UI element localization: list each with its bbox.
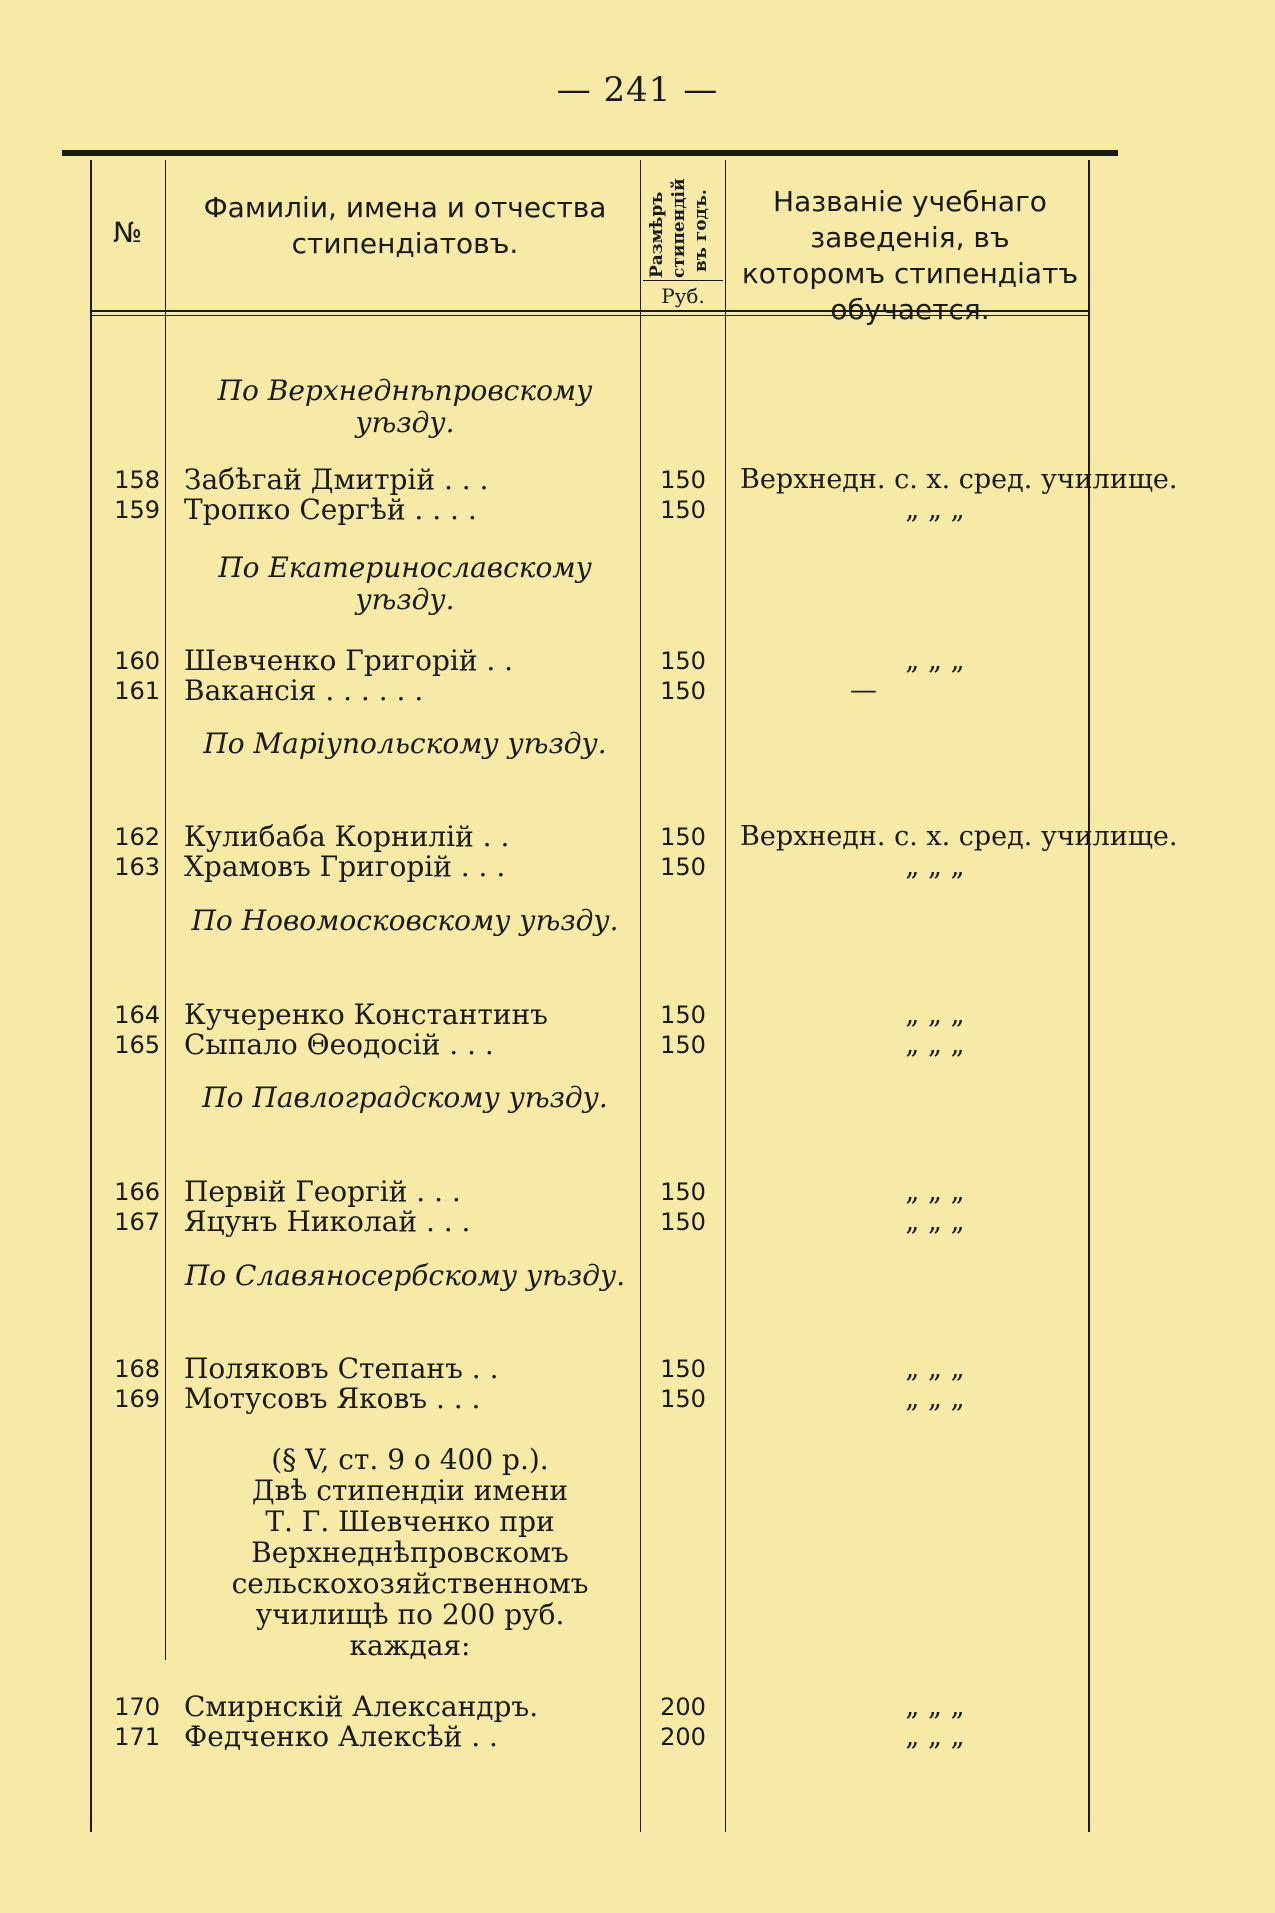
table-row <box>90 676 1090 706</box>
row-name: Первій Георгій . . . <box>184 1177 461 1207</box>
header-amount-unit: Руб. <box>661 284 705 308</box>
row-amount: 150 <box>660 647 706 675</box>
row-amount: 150 <box>660 853 706 881</box>
table-border-left <box>90 160 92 1832</box>
section-title: По Новомосковскому уѣзду. <box>191 904 619 937</box>
row-amount: 150 <box>660 1031 706 1059</box>
section-title: По Славяносербскому уѣзду. <box>184 1259 626 1292</box>
header-amount <box>643 160 723 280</box>
row-institution: „ „ „ <box>905 1721 965 1752</box>
row-number: 171 <box>114 1723 160 1751</box>
row-number: 170 <box>114 1693 160 1721</box>
row-name: Шевченко Григорій . . <box>184 646 514 676</box>
row-institution: „ „ „ <box>905 1206 965 1237</box>
section-title: По Маріупольскому уѣзду. <box>203 727 607 760</box>
row-amount: 150 <box>660 1208 706 1236</box>
table-row <box>90 1692 1090 1722</box>
stipend-table <box>90 160 1178 1832</box>
row-name: Яцунъ Николай . . . <box>184 1207 471 1237</box>
table-row <box>90 1384 1090 1414</box>
table-row <box>90 1177 1090 1207</box>
row-name: Храмовъ Григорій . . . <box>184 852 506 882</box>
row-name: Забѣгай Дмитрій . . . <box>184 465 489 495</box>
header-amount-line-2: стипендій <box>669 178 689 278</box>
row-number: 167 <box>114 1208 160 1236</box>
row-number: 159 <box>114 496 160 524</box>
table-row <box>90 1722 1090 1752</box>
col-divider-1 <box>165 160 166 1660</box>
row-institution: „ „ „ <box>905 999 965 1030</box>
row-number: 169 <box>114 1385 160 1413</box>
table-row <box>90 1000 1090 1030</box>
table-row <box>90 464 1178 495</box>
row-number: 161 <box>114 677 160 705</box>
row-institution: „ „ „ <box>905 851 965 882</box>
row-name: Мотусовъ Яковъ . . . <box>184 1384 481 1414</box>
header-institution: Названіе учебнаго заведенія, въ которомъ стипендіатъ обучается. <box>741 185 1079 326</box>
row-name: Федченко Алексѣй . . <box>184 1722 498 1752</box>
row-name: Тропко Сергѣй . . . . <box>184 495 477 525</box>
section-title: По Верхнеднѣпровскому уѣзду. <box>217 374 593 439</box>
row-number: 160 <box>114 647 160 675</box>
row-institution: „ „ „ <box>905 494 965 525</box>
row-institution: Верхнедн. с. х. сред. училище. <box>740 821 1178 852</box>
table-row <box>90 821 1178 852</box>
amount-unit-rule <box>643 280 723 281</box>
table-row <box>90 1354 1090 1384</box>
header-amount-line-1: Размѣръ <box>647 191 667 278</box>
row-amount: 150 <box>660 823 706 851</box>
row-number: 164 <box>114 1001 160 1029</box>
header-amount-line-3: въ годъ. <box>691 189 711 272</box>
row-name: Сыпало Θеодосій . . . <box>184 1030 494 1060</box>
row-name: Смирнскій Александръ. <box>184 1692 539 1722</box>
page-number: — 241 — <box>556 70 719 110</box>
row-number: 163 <box>114 853 160 881</box>
row-institution: „ „ „ <box>905 1383 965 1414</box>
table-row <box>90 1030 1090 1060</box>
row-institution: „ „ „ <box>905 645 965 676</box>
header-name: Фамиліи, имена и отчества стипендіатовъ. <box>203 191 607 260</box>
header-number: № <box>112 216 143 249</box>
row-amount: 150 <box>660 1178 706 1206</box>
table-row <box>90 495 1090 525</box>
row-amount: 150 <box>660 1355 706 1383</box>
section-title: По Павлоградскому уѣзду. <box>202 1081 608 1114</box>
row-amount: 150 <box>660 677 706 705</box>
row-amount: 200 <box>660 1723 706 1751</box>
row-number: 166 <box>114 1178 160 1206</box>
row-amount: 150 <box>660 1385 706 1413</box>
table-row <box>90 1207 1090 1237</box>
row-number: 162 <box>114 823 160 851</box>
note-line: Т. Г. Шевченко при <box>265 1505 555 1538</box>
row-amount: 150 <box>660 466 706 494</box>
row-name: Вакансія . . . . . . <box>184 676 424 706</box>
note-line: каждая: <box>349 1629 471 1662</box>
section-title: По Екатеринославскому уѣзду. <box>218 551 592 616</box>
row-institution: „ „ „ <box>905 1353 965 1384</box>
row-institution: Верхнедн. с. х. сред. училище. <box>740 464 1178 495</box>
col-divider-3 <box>725 160 726 1832</box>
row-name: Кучеренко Константинъ <box>184 1000 548 1030</box>
note-line: училищѣ по 200 руб. <box>255 1598 565 1631</box>
row-number: 158 <box>114 466 160 494</box>
row-amount: 200 <box>660 1693 706 1721</box>
note-line: Верхнеднѣпровскомъ <box>251 1536 569 1569</box>
row-number: 168 <box>114 1355 160 1383</box>
row-amount: 150 <box>660 496 706 524</box>
row-institution: „ „ „ <box>905 1029 965 1060</box>
table-row <box>90 646 1090 676</box>
row-institution: „ „ „ <box>905 1691 965 1722</box>
row-number: 165 <box>114 1031 160 1059</box>
row-amount: 150 <box>660 1001 706 1029</box>
row-institution: — <box>850 675 877 706</box>
note-line: (§ V, ст. 9 о 400 р.). <box>271 1443 549 1476</box>
table-border-right <box>1088 160 1090 1832</box>
table-row <box>90 852 1090 882</box>
top-rule <box>62 150 1118 156</box>
row-name: Кулибаба Корнилій . . <box>184 822 510 852</box>
col-divider-2 <box>640 160 641 1832</box>
note-line: сельскохозяйственномъ <box>231 1567 589 1600</box>
note-line: Двѣ стипендіи имени <box>251 1474 569 1507</box>
row-institution: „ „ „ <box>905 1176 965 1207</box>
row-name: Поляковъ Степанъ . . <box>184 1354 499 1384</box>
